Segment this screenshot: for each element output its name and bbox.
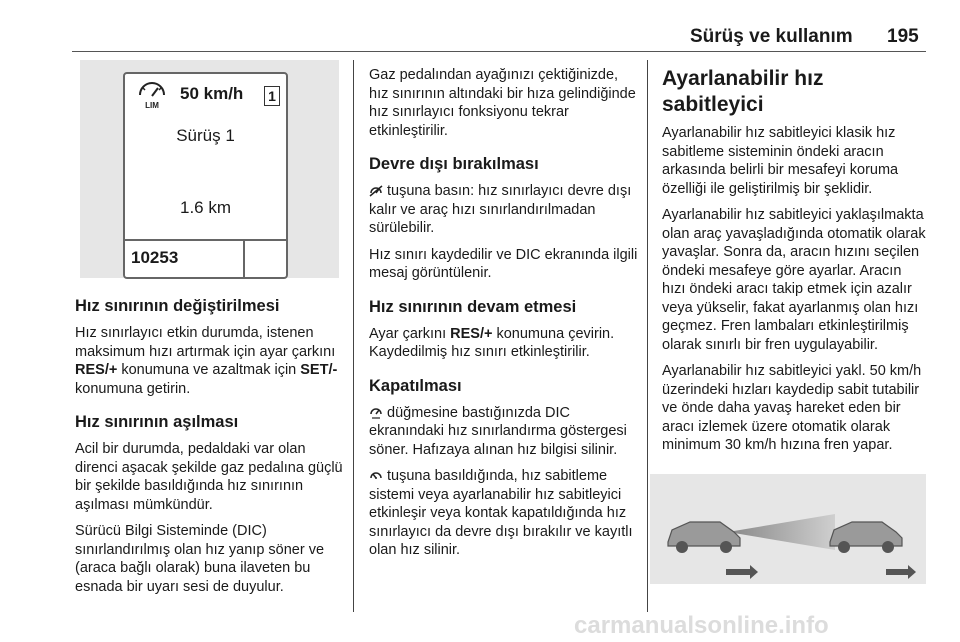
- paragraph-exceed-2: Sürücü Bilgi Sisteminde (DIC) sınırlandırılmış olan hız yanıp söner ve (araca bağlı olarak) buna ilaveten bu esnada bir uyarı sesi de duyulur.: [75, 523, 325, 595]
- dic-display: [123, 72, 288, 279]
- dic-page-badge: 1: [264, 86, 280, 106]
- heading-adaptive-cruise-control: Ayarlanabilir hız sabitleyici: [662, 67, 824, 116]
- heading-speed-limit-change: Hız sınırının değiştirilmesi: [75, 297, 280, 315]
- column-divider-1: [353, 60, 354, 612]
- dic-odometer: 10253: [131, 248, 179, 267]
- rear-car-direction-arrow-icon: [726, 565, 758, 579]
- dic-speed-limit: 50 km/h: [180, 84, 244, 103]
- page-number: 195: [887, 26, 919, 47]
- res-plus-label: RES/+: [75, 362, 118, 378]
- paragraph-disable-1: tuşuna basın: hız sınırlayıcı devre dışı kalır ve araç hızı sınırlandırılmadan sürülebilir.: [369, 183, 632, 236]
- heading-resume: Hız sınırının devam etmesi: [369, 297, 577, 316]
- limiter-off-icon: [369, 184, 383, 197]
- header-rule: [72, 51, 926, 52]
- paragraph-switch-off-1: düğmesine bastığınızda DIC ekranındaki hız sınırlandırma göstergesi söner. Hafızaya alınan hız bilgisi silinir.: [369, 404, 627, 458]
- watermark: carmanualsonline.info: [574, 612, 829, 639]
- heading-switch-off: Kapatılması: [369, 376, 462, 395]
- front-car-icon: [830, 522, 902, 553]
- res-plus-label-2: RES/+: [450, 325, 493, 342]
- dic-bottom-divider: [243, 241, 245, 277]
- radar-beam-shape: [728, 514, 835, 550]
- paragraph-exceed-1: Acil bir durumda, pedaldaki var olan direnci aşacak şekilde gaz pedalına güçlü bir şekilde basıldığında hız sınırının aşılması mümkündür.: [75, 441, 343, 513]
- acc-following-cars-graphic: [650, 474, 926, 584]
- dic-distance: 1.6 km: [179, 198, 232, 217]
- dic-bottom-bar: [125, 239, 286, 277]
- paragraph-acc-3: Ayarlanabilir hız sabitleyici yakl. 50 km/h üzerindeki hızları kaydedip sabit tutabilir ve önde daha yavaş hareket eden bir aracı izlemek üzere otomatik olarak minimum 30 km/h hızına fren yapar.: [662, 363, 922, 453]
- paragraph-acc-1: Ayarlanabilir hız sabitleyici klasik hız sabitleme sisteminin öndeki aracın arkasında belirli bir mesafeyi koruma özelliği ile geliştirilmiş bir şeklidir.: [662, 125, 899, 197]
- acc-illustration: [650, 474, 926, 584]
- dic-drive-mode: Sürüş 1: [176, 126, 235, 145]
- running-header-title: Sürüş ve kullanım: [690, 26, 853, 47]
- cruise-control-icon: [369, 469, 383, 482]
- front-car-direction-arrow-icon: [886, 565, 916, 579]
- heading-disable: Devre dışı bırakılması: [369, 155, 539, 173]
- rear-car-icon: [668, 522, 740, 553]
- column-2: [369, 66, 639, 568]
- column-divider-2: [647, 60, 648, 612]
- paragraph-reactivation: Gaz pedalından ayağınızı çektiğinizde, hız sınırının altındaki bir hıza gelindiğinde hız sınırlayıcı fonksiyonu tekrar etkinleştirilir.: [369, 67, 636, 139]
- paragraph-disable-2: Hız sınırı kaydedilir ve DIC ekranında ilgili mesaj görüntülenir.: [369, 246, 638, 281]
- speed-limiter-icon: [135, 82, 169, 110]
- paragraph-switch-off-2: tuşuna basıldığında, hız sabitleme sistemi veya ayarlanabilir hız sabitleyici etkinleşir veya kontak kapatıldığında hız sınırlayıcı da devre dışı bırakılır ve kayıtlı olan hız silinir.: [369, 468, 633, 558]
- paragraph-resume: Ayar çarkını RES/+ konumuna çevirin. Kaydedilmiş hız sınırı etkinleştirilir.: [369, 325, 615, 360]
- heading-speed-limit-exceed: Hız sınırının aşılması: [75, 413, 239, 431]
- set-minus-label: SET/-: [300, 362, 338, 378]
- column-1: [75, 282, 345, 604]
- speed-limiter-button-icon: [369, 406, 383, 419]
- column-3: [662, 66, 928, 463]
- limiter-icon-label: LIM: [145, 101, 159, 110]
- paragraph-speed-limit-change: Hız sınırlayıcı etkin durumda, istenen maksimum hızı artırmak için ayar çarkını RES/+ konumuna ve azaltmak için SET/- konumuna getirin.: [75, 325, 338, 397]
- paragraph-acc-2: Ayarlanabilir hız sabitleyici yaklaşılmakta olan araç yavaşladığında otomatik olarak yavaşlar. Sonra da, aracın hızını seçilen öndeki mesafeye göre ayarlar. Aracın hızı öndeki aracı takip etmek için azalır veya yükselir, fakat ayarlanmış olan hızı geçmez. Fren lambaları etkinleştirilmiş olarak sınırlı bir fren uygulayabilir.: [662, 207, 926, 353]
